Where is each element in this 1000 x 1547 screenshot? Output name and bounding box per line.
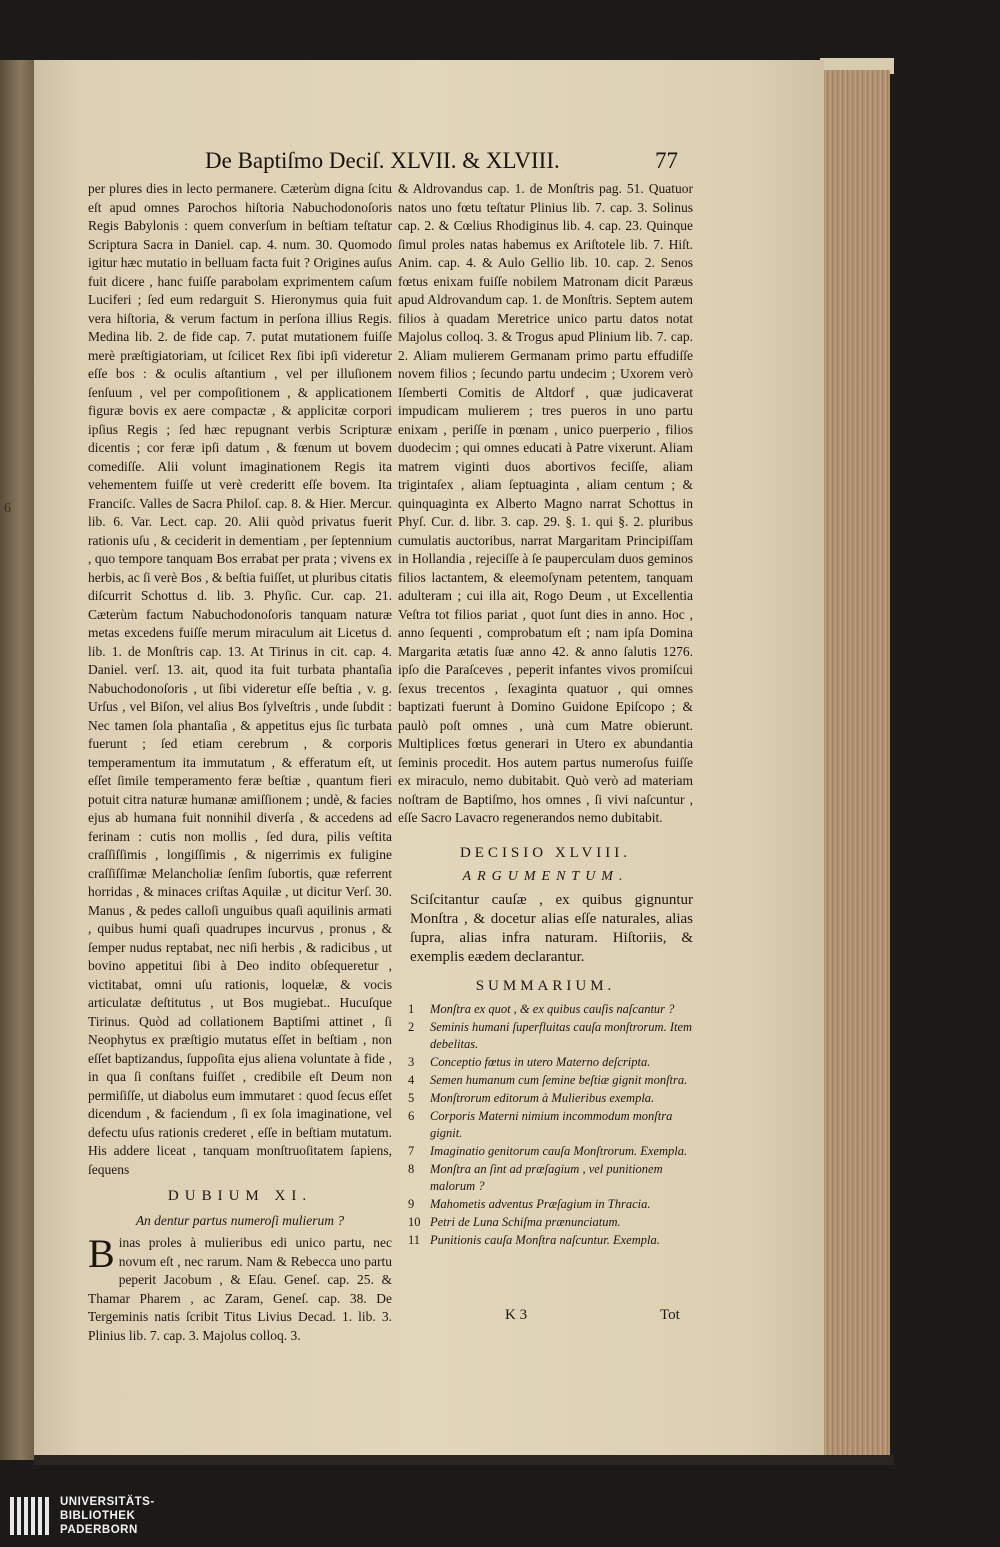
summarium-item: 5 Monſtrorum editorum à Mulieribus exempla. (408, 1091, 655, 1105)
drop-cap: B (88, 1231, 115, 1276)
library-logo (8, 1493, 258, 1539)
page-shadow (34, 1455, 894, 1465)
summarium-item: 2 Seminis humani ſuperfluitas cauſa monſtrorum. Item debelitas. (408, 1020, 693, 1051)
left-paragraph: per plures dies in lecto permanere. Cæterùm digna ſcitu eſt apud omnes Parochos hiſtoria Nabuchodonoſoris Regis Babylonis : quem converſum in beſtiam teſtatur Scriptura Sacra in Daniel. cap. 4. num. 30. Quomodo igitur hæc mutatio in belluam facta fuit ? Origines auſus fuit dicere , hanc fuiſſe parabolam exprimentem caſum Luciferi ; ſed eum redarguit S. Hieronymus quia fuit vera hiſtoria, & verum factum in perſona illius Regis. Medina lib. 2. de fide cap. 7. putat mutationem fuiſſe merè præſtigiatoriam, ut ſcilicet Rex ſibi ipſi videretur eſſe bos : & oculis aſtantium , vel per illuſionem ſenſuum , vel per compoſitionem , & applicationem figuræ bovis ex aere compactæ , & applicitæ corpori ipſius Regis ; ſed hæc repugnant verbis Scripturæ dicentis ; cor feræ ipſi datum , & fœnum ut bovem comediſſe. Alii volunt imaginationem Regis ita vehementem fuiſſe ut verè crederitt eſſe bovem. Ita Franciſc. Valles de Sacra Philoſ. cap. 8. & Hier. Mercur. lib. 6. Var. Lect. cap. 20. Alii quòd privatus fuerit rationis uſu , & ceciderit in dementiam , per ſeptennium , quo tempore tanquam Bos errabat per prata ; vivens ex herbis, ac ſi verè Bos , & beſtia fuiſſet, ut pluribus citatis diſcurrit Schottus d. lib. 3. Phyſic. Cur. cap. 21. Cæterùm factum Nabuchodonoſoris tanquam naturæ metas excedens fuiſſe merum miraculum ait Licetus d. lib. 1. de Monſtris cap. 13. At Tirinus in cit. cap. 4. Daniel. verſ. 13. ait, quod ita fuit turbata phantaſia Nabuchodonoſoris , ut ſibi videretur eſſe beſtia , v. g. Urſus , vel Biſon, vel alius Bos ſylveſtris , unde ſubdit : Nec tamen ſola phantaſia , & appetitus ejus ſic turbata fuerunt ; ſed etiam cerebrum , & corporis temperamentum ita immutatum , & efferatum eſt, ut eſſet ſimile temperamento feræ beſtiæ , quantum fieri potuit citra naturæ humanæ amiſſionem ; undè, & facies ejus ab humana fuit nonnihil diverſa , & accedens ad ferinam : cutis non mollis , ſed dura, pilis veſtita craſſiſſimis , longiſſimis , & nigerrimis ex fuligine craſſiſſimæ Melancholiæ ſenſim ſubortis, quæ referrent horridas , & minaces criſtas Aquilæ , ut dicitur Verſ. 30. Manus , & pedes calloſi unguibus quaſi aquilinis armati , quibus humi quaſi quadrupes incurvus , pronus , & ſemper nudus reptabat, nec niſi herbis , & radicibus , ut bovino appetitui ſibi à Deo indito obſequeretur , victitabat, omni uſu rationis, loquelæ, & vocis articulatæ deſtitutus , ut Bos mugiebat.. Hucuſque Tirinus. Quòd ad collationem Baptiſmi attinet , ſi Neophytus ex præſtigio mutatus eſſet in beſtiam , non eſſet baptizandus, ſuppoſita ejus aliena voluntate à fide , in qua ſi conſtans fuiſſet , credibile eſt Deum non permiſiſſe, ut diabolus eum immutaret : quod ſecus eſſet dicendum , & faciendum , ſi ex ſola imaginatione, vel defectu uſus rationis crederet , eſſe in beſtiam mutatum. His addere liceat , tanquam monſtruoſitatem ſapiens, ſequens (88, 181, 392, 1177)
summarium-item: 8 Monſtra an ſint ad præſagium , vel punitionem malorum ? (408, 1162, 663, 1193)
library-logo-text (60, 1495, 155, 1537)
dubium-question: An dentur partus numeroſi mulierum ? (135, 1212, 345, 1228)
summarium-item: 11 Punitionis cauſa Monſtra naſcuntur. Exempla. (408, 1233, 660, 1247)
page-number: 77 (655, 148, 678, 173)
summarium-item: 10 Petri de Luna Schiſma prænunciatum. (408, 1215, 621, 1229)
summarium-item: 4 Semen humanum cum ſemine beſtiæ gignit monſtra. (408, 1073, 688, 1087)
logo-line-1: UNIVERSITÄTS- (60, 1496, 155, 1508)
summarium-list (398, 1001, 693, 1249)
summarium-item: 1 Monſtra ex quot , & ex quibus cauſis naſcantur ? (408, 1002, 675, 1016)
right-paragraph: & Aldrovandus cap. 1. de Monſtris pag. 51. Quatuor natos uno fœtu teſtatur Plinius lib. 7. cap. 3. Solinus cap. 2. & Cœlius Rhodiginus lib. 4. cap. 23. Quinque ſimul proles natas habemus ex Ariſtotele lib. 7. Hiſt. Anim. cap. 4. & Aulo Gellio lib. 10. cap. 2. Senos fœtus enixam fuiſſe nobilem Matronam dicit Paræus apud Aldrovandum cap. 1. de Monſtris. Septem autem filios à quadam Meretrice unico partu datos notat Majolus colloq. 3. & Trogus apud Plinium lib. 7. cap. 2. Aliam mulierem Germanam primo partu effudiſſe novem filios ; ſecundo partu undecim ; Uxorem verò Iſemberti Comitis de Altdorf , quæ judicaverat impudicam mulierem ; tres pueros in uno partu enixam , periſſe in pœnam , unico puerperio , filios duodecim ; qui omnes educati à Patre vixerunt. Aliam matrem viginti duos abortivos feciſſe, aliam trigintaſex , aliam ſeptuaginta , aliam centum ; & quinquaginta ex Alberto Magno narrat Schottus in Phyſ. Cur. d. libr. 3. cap. 29. §. 1. qui §. 2. pluribus cumulatis auctoribus, narrat Margaritam Principiſſam in Hollandia , rejeciſſe à ſe pauperculam duos geminos filios lactantem, & eleemoſynam petentem, tanquam adulteram ; cui illa ait, Rogo Deum , ut Excellentia Veſtra tot filios pariat , quot ſunt dies in anno. Hoc , anno ſequenti , comprobatum eſt ; nam ipſa Domina Margarita ætatis ſuæ anno 42. & anno ſalutis 1276. ipſo die Paraſceves , peperit infantes vivos promiſcui ſexus trecentos , ſexaginta quatuor , qui omnes baptizati fuerunt à Domino Guidone Epiſcopo ; & paulò poſt omnes , unà cum Matre obierunt. Multiplices fœtus generari in Utero ex abundantia ſeminis procedit. Hos autem partus numeroſus fuiſſe ex miraculo, nemo dubitabit. Quò verò ad materiam noſtram de Baptiſmo, hos omnes , ſi vivi naſcuntur , eſſe Sacro Lavacro regenerandos nemo dubitabit. (398, 181, 693, 825)
argumentum-heading: ARGUMENTUM. (462, 869, 629, 884)
summarium-item: 6 Corporis Materni nimium incommodum monſtra gignit. (408, 1109, 673, 1140)
right-column (398, 180, 693, 1250)
dubium-text: inas proles à mulieribus edi unico partu, nec novum eſt , nec rarum. Nam & Rebecca uno partu peperit Jacobum , & Eſau. Geneſ. cap. 25. & Thamar Pharem , ac Zaram, Geneſ. cap. 38. De Tergeminis natis ſcribit Titus Livius Decad. 1. lib. 3. Plinius lib. 7. cap. 3. Majolus colloq. 3. (88, 1235, 392, 1343)
left-page-fragment (0, 60, 34, 1460)
catchword: Tot (660, 1307, 680, 1323)
summarium-heading: SUMMARIUM. (475, 977, 616, 994)
library-logo-icon (8, 1493, 52, 1539)
running-title: De Baptiſmo Deciſ. XLVII. & XLVIII. (205, 148, 560, 173)
dubium-paragraph (88, 1231, 392, 1345)
signature-mark: K 3 (505, 1307, 528, 1323)
logo-line-2: BIBLIOTHEK (60, 1510, 136, 1522)
dubium-heading: DUBIUM XI. (167, 1188, 313, 1204)
summarium-item: 9 Mahometis adventus Præſagium in Thracia. (408, 1197, 651, 1211)
decisio-heading: DECISIO XLVIII. (459, 844, 632, 861)
summarium-item: 7 Imaginatio genitorum cauſa Monſtrorum. Exempla. (408, 1144, 688, 1158)
margin-number: 6 (4, 501, 11, 516)
logo-line-3: PADERBORN (60, 1524, 138, 1536)
left-column (88, 180, 392, 1345)
page-block-edge (824, 70, 890, 1455)
left-page-margin-marks (2, 240, 30, 540)
summarium-item: 3 Conceptio fœtus in utero Materno deſcripta. (408, 1055, 651, 1069)
argumentum-text: Sciſcitantur cauſæ , ex quibus gignuntur Monſtra , & docetur alias eſſe naturales, alias ſupra, alias infra naturam. Hiſtoriis, & exemplis eædem declarantur. (410, 891, 693, 965)
